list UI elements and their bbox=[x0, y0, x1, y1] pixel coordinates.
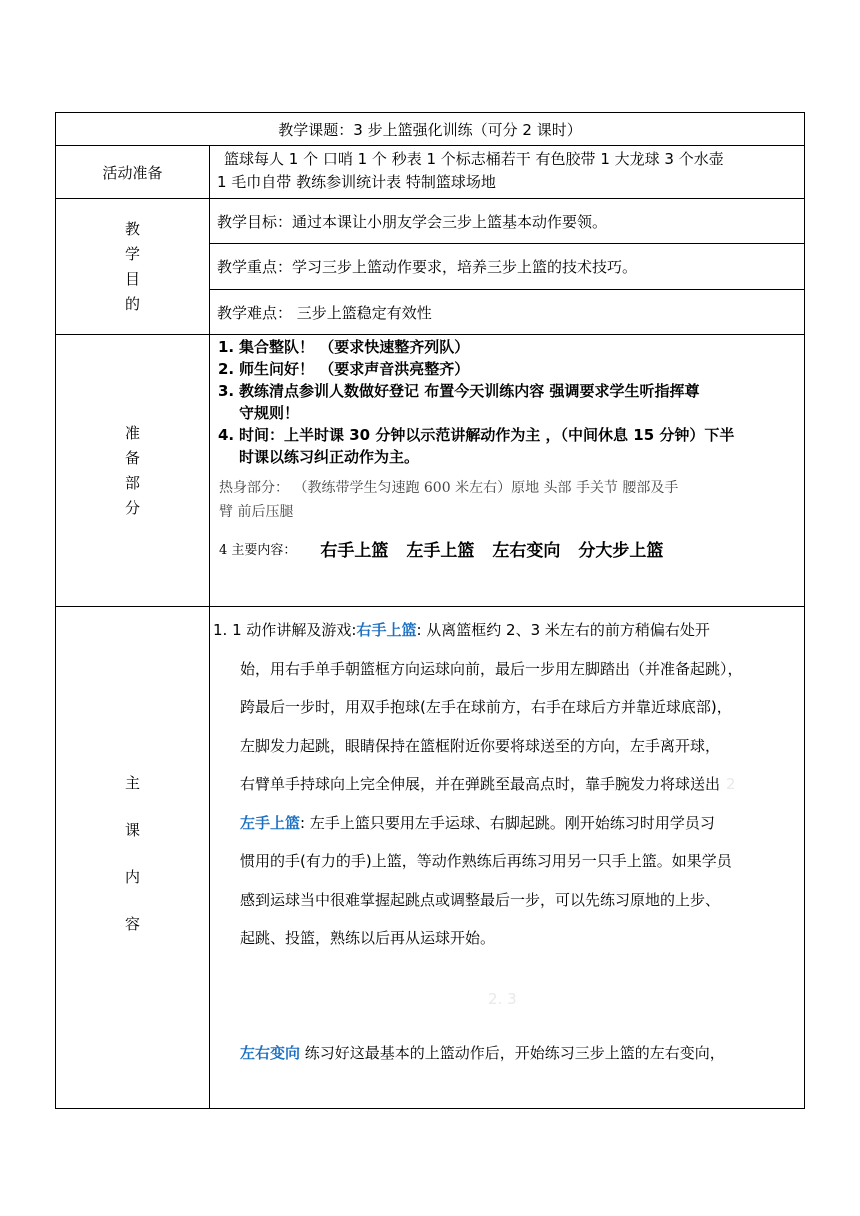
goals-label-char: 学 bbox=[124, 244, 140, 263]
preparation-steps bbox=[218, 336, 798, 468]
paragraph-right-hand bbox=[213, 611, 800, 650]
p1-line: : 从离篮框约 2、3 米左右的前方稍偏右处开 bbox=[416, 621, 710, 639]
p1-line: 跨最后一步时，用双手抱球(左手在球前方，右手在球后方并靠近球底部)， bbox=[240, 698, 732, 716]
goals-label-char: 的 bbox=[124, 294, 140, 313]
lesson-plan-table bbox=[55, 112, 805, 1109]
p3-text: 练习好这最基本的上篮动作后，开始练习三步上篮的左右变向， bbox=[300, 1043, 725, 1062]
main-content bbox=[210, 607, 805, 1109]
main-content-summary bbox=[218, 536, 798, 561]
warmup-line: 臂 前后压腿 bbox=[219, 504, 294, 520]
goal-difficulty: 教学难点： 三步上篮稳定有效性 bbox=[210, 290, 805, 335]
goals-label bbox=[56, 199, 210, 335]
main-content-body bbox=[213, 607, 800, 1108]
step-number: 3. bbox=[218, 382, 235, 400]
step-text: 集合整队！ （要求快速整齐列队） bbox=[239, 338, 470, 356]
step-text-block bbox=[239, 380, 699, 424]
goals-label-char: 教 bbox=[124, 219, 140, 238]
p1-line-wrap bbox=[213, 765, 800, 804]
prep-content bbox=[210, 146, 805, 199]
main-label-char: 内 bbox=[124, 868, 140, 886]
p2-line: 起跳、投篮，熟练以后再从运球开始。 bbox=[240, 929, 496, 947]
step-text: 时间：上半时课 30 分钟以示范讲解动作为主 ，（中间休息 15 分钟）下半 bbox=[239, 426, 735, 444]
step-text: 守规则！ bbox=[239, 404, 300, 422]
prep-label: 活动准备 bbox=[56, 146, 210, 199]
step-text: 师生问好！ （要求声音洪亮整齐） bbox=[239, 360, 470, 378]
prep-row bbox=[56, 146, 805, 199]
p2-line: 惯用的手(有力的手)上篮，等动作熟练后再练习用另一只手上篮。如果学员 bbox=[240, 852, 732, 870]
main-item-left-hand-layup: 左手上篮 bbox=[406, 541, 475, 561]
p1-line: 右臂单手持球向上完全伸展，并在弹跳至最高点时，靠手腕发力将球送出 bbox=[240, 775, 721, 793]
lesson-plan-table-wrapper bbox=[55, 112, 804, 1099]
main-item-right-hand-layup: 右手上篮 bbox=[320, 541, 389, 561]
preparation-label-char: 部 bbox=[124, 473, 140, 492]
main-item-big-step-layup: 分大步上篮 bbox=[578, 541, 664, 561]
main-label-char: 课 bbox=[124, 821, 140, 839]
goal-key-point: 教学重点：学习三步上篮动作要求，培养三步上篮的技术技巧。 bbox=[210, 244, 805, 290]
goals-label-char: 目 bbox=[124, 269, 140, 288]
prep-line-2: 1 毛巾自带 教练参训统计表 特制篮球场地 bbox=[217, 173, 496, 191]
step-number: 2. bbox=[218, 360, 235, 378]
step-number: 4. bbox=[218, 426, 235, 444]
title-row bbox=[56, 113, 805, 146]
step-item bbox=[218, 336, 798, 358]
main-item-crossover: 左右变向 bbox=[492, 541, 561, 561]
main-label bbox=[56, 607, 210, 1109]
main-content-label: 4 主要内容： bbox=[219, 543, 297, 558]
goals-label-chars bbox=[56, 217, 209, 317]
faint-mark: 2. 3 bbox=[488, 989, 517, 1008]
warmup-section bbox=[218, 476, 798, 524]
step-item bbox=[218, 380, 798, 424]
term-left-hand-layup: 左手上篮 bbox=[240, 813, 301, 832]
p2-line: 感到运球当中很难掌握起跳点或调整最后一步，可以先练习原地的上步、 bbox=[240, 890, 721, 909]
lesson-title: 教学课题：3 步上篮强化训练（可分 2 课时） bbox=[56, 113, 805, 146]
step-item bbox=[218, 424, 798, 468]
step-item bbox=[218, 358, 798, 380]
goal-objective-row bbox=[56, 199, 805, 244]
main-label-char: 主 bbox=[124, 774, 140, 792]
p2-line: : 左手上篮只要用左手运球、右脚起跳。刚开始练习时用学员习 bbox=[300, 813, 715, 832]
preparation-label-char: 准 bbox=[124, 423, 140, 442]
preparation-label-char: 分 bbox=[124, 498, 140, 517]
preparation-content bbox=[210, 335, 805, 607]
term-crossover: 左右变向 bbox=[240, 1043, 301, 1062]
prep-line-1: 篮球每人 1 个 口哨 1 个 秒表 1 个标志桶若干 有色胶带 1 大龙球 3 个水壶 bbox=[224, 150, 724, 168]
step-text: 教练清点参训人数做好登记 布置今天训练内容 强调要求学生听指挥尊 bbox=[239, 382, 700, 400]
main-row bbox=[56, 607, 805, 1109]
preparation-label-char: 备 bbox=[124, 448, 140, 467]
paragraph-crossover bbox=[213, 1040, 800, 1066]
goal-objective: 教学目标：通过本课让小朋友学会三步上篮基本动作要领。 bbox=[210, 199, 805, 244]
step-text: 时课以练习纠正动作为主。 bbox=[239, 448, 420, 466]
main-label-char: 容 bbox=[124, 915, 140, 933]
faint-mark: 2 bbox=[726, 775, 736, 793]
warmup-line: 热身部分： （教练带学生匀速跑 600 米左右）原地 头部 手关节 腰部及手 bbox=[219, 480, 679, 496]
preparation-label-chars bbox=[56, 421, 209, 521]
step-text-block bbox=[239, 424, 734, 468]
preparation-label bbox=[56, 335, 210, 607]
main-label-chars bbox=[56, 760, 209, 948]
p1-line: 始，用右手单手朝篮框方向运球向前，最后一步用左脚踏出（并准备起跳）， bbox=[240, 659, 743, 678]
preparation-row bbox=[56, 335, 805, 607]
paragraph-left-hand bbox=[213, 804, 800, 843]
term-right-hand-layup: 右手上篮 bbox=[356, 621, 417, 639]
p1-line: 左脚发力起跳，眼睛保持在篮框附近你要将球送至的方向，左手离开球， bbox=[240, 736, 721, 755]
p1-prefix: 1. 1 动作讲解及游戏: bbox=[213, 621, 357, 639]
step-number: 1. bbox=[218, 338, 235, 356]
